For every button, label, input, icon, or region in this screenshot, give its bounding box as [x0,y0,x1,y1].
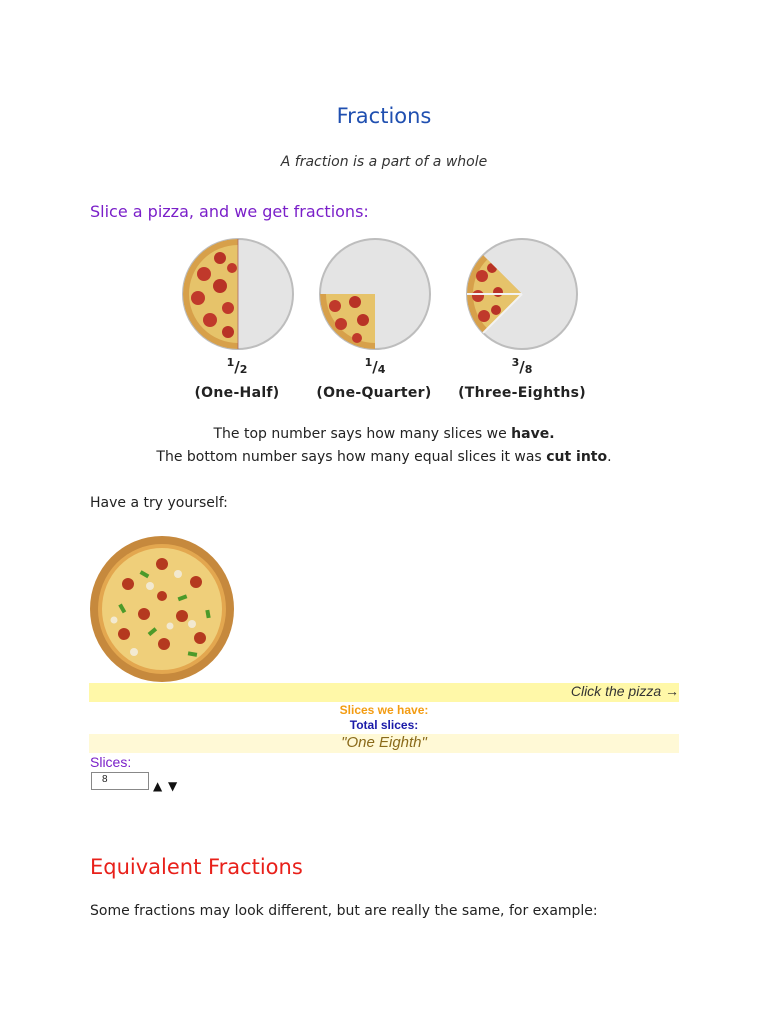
fraction-one-half [177,356,297,376]
fraction-name-one-quarter: (One-Quarter) [316,385,432,401]
numerator: 1 [364,356,373,369]
explain-text: The bottom number says how many equal slices it was [156,449,547,465]
equivalent-fractions-text: Some fractions may look different, but are really the same, for example: [90,903,598,919]
explain-period: . [607,449,612,465]
click-hint-bar [89,683,679,702]
fraction-name-one-half: (One-Half) [194,385,280,401]
slices-down-button[interactable]: ▼ [168,779,178,793]
click-hint: Click the pizza → [570,683,679,699]
pizza-one-quarter-figure [317,236,433,352]
fraction-three-eighths [462,356,582,376]
explain-bottom-number [0,449,768,465]
fraction-slash: / [234,358,240,376]
slices-up-button[interactable]: ▲ [153,779,163,793]
page-title: Fractions [336,104,432,128]
explain-bold: cut into [546,449,608,465]
fraction-one-quarter [315,356,435,376]
numerator: 3 [511,356,520,369]
slice-heading: Slice a pizza, and we get fractions: [90,202,369,221]
denominator: 8 [524,363,533,376]
numerator: 1 [226,356,235,369]
slices-have-label: Slices we have: [339,703,429,717]
equivalent-fractions-heading: Equivalent Fractions [90,855,303,879]
fraction-name-three-eighths: (Three-Eighths) [458,385,586,401]
pizza-three-eighths-figure [464,236,580,352]
fraction-words-bar [89,734,679,753]
explain-top-number [0,426,768,442]
explain-bold: have. [511,426,555,442]
fraction-slash: / [519,358,525,376]
fraction-slash: / [372,358,378,376]
denominator: 4 [377,363,386,376]
slices-label: Slices: [90,754,132,770]
explain-text: The top number says how many slices we [213,426,512,442]
pizza-one-half-figure [180,236,296,352]
try-intro: Have a try yourself: [90,495,228,511]
page-subtitle: A fraction is a part of a whole [280,154,488,170]
interactive-pizza[interactable] [88,534,236,688]
denominator: 2 [239,363,248,376]
fraction-words: "One Eighth" [341,734,427,751]
total-slices-label: Total slices: [349,718,419,732]
slices-input[interactable]: 8 [91,772,149,790]
